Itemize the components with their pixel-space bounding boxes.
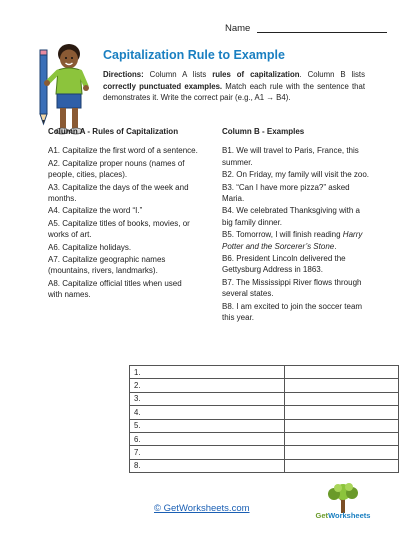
example-text: B3. “Can I have more pizza?” asked Maria. — [222, 182, 350, 204]
answer-number[interactable]: 1. — [130, 366, 285, 379]
example-item — [222, 169, 372, 180]
directions-bold-2: correctly punctuated examples. — [103, 81, 223, 91]
example-text: B6. President Lincoln delivered the Gettysburg Address in 1863. — [222, 254, 346, 275]
example-item — [222, 277, 372, 300]
column-a — [48, 126, 198, 302]
name-blank-line[interactable] — [257, 22, 387, 33]
rule-item: A1. Capitalize the first word of a sentence. — [48, 146, 198, 156]
logo-word-worksheets: Worksheets — [328, 511, 371, 520]
answer-blank[interactable] — [285, 459, 399, 472]
answer-row — [130, 446, 399, 459]
logo-word-get: Get — [315, 511, 329, 520]
example-text: B1. We will travel to Paris, France, this summer. — [222, 146, 359, 167]
rule-item: A4. Capitalize the word “I.” — [48, 206, 143, 216]
answer-blank[interactable] — [285, 432, 399, 445]
answer-number[interactable]: 6. — [130, 432, 285, 445]
answer-row — [130, 459, 399, 472]
answer-blank[interactable] — [285, 379, 399, 392]
answer-blank[interactable] — [285, 406, 399, 419]
rule-item: A3. Capitalize the days of the week and months. — [48, 182, 189, 204]
rule-item: A7. Capitalize geographic names (mountains, rivers, landmarks). — [48, 255, 166, 276]
directions-text-3: Match each rule with the sentence that demonstrates it. Write the correct pair (e.g., A1 → B4). — [103, 81, 365, 103]
rule-item: A8. Capitalize official titles when used with names. — [48, 278, 182, 300]
example-item — [222, 229, 372, 252]
column-b-heading: Column B - Examples — [222, 127, 305, 136]
answer-table — [129, 365, 399, 473]
directions-bold-1: rules of capitalization — [212, 70, 300, 79]
answer-row — [130, 419, 399, 432]
directions-text-2: . Column B lists — [299, 70, 365, 79]
example-text: B4. We celebrated Thanksgiving with a big family dinner. — [222, 206, 361, 227]
column-a-heading: Column A - Rules of Capitalization — [48, 127, 179, 136]
column-b — [222, 126, 372, 325]
answer-number[interactable]: 4. — [130, 406, 285, 419]
answer-blank[interactable] — [285, 366, 399, 379]
example-text: B2. On Friday, my family will visit the zoo. — [222, 170, 369, 180]
answer-row — [130, 366, 399, 379]
example-book-title: Harry Potter and the Sorcerer’s Stone — [222, 230, 363, 251]
example-item — [222, 301, 372, 324]
example-text-end: . — [334, 241, 337, 251]
answer-number[interactable]: 3. — [130, 392, 285, 405]
answer-row — [130, 432, 399, 445]
answer-blank[interactable] — [285, 446, 399, 459]
tree-logo-icon — [310, 483, 376, 513]
rule-item: A6. Capitalize holidays. — [48, 242, 132, 252]
example-item — [222, 182, 372, 205]
example-text: B7. The Mississippi River flows through several states. — [222, 277, 362, 299]
worksheet-title: Capitalization Rule to Example — [103, 48, 285, 62]
example-text: B8. I am excited to join the soccer team this year. — [222, 301, 363, 323]
answer-row — [130, 406, 399, 419]
answer-number[interactable]: 2. — [130, 379, 285, 392]
rule-item: A5. Capitalize titles of books, movies, or works of art. — [48, 218, 190, 240]
answer-number[interactable]: 8. — [130, 459, 285, 472]
directions-paragraph — [103, 69, 365, 104]
example-item — [222, 253, 372, 276]
answer-number[interactable]: 5. — [130, 419, 285, 432]
directions-lead: Directions: — [103, 70, 144, 79]
answer-number[interactable]: 7. — [130, 446, 285, 459]
getworksheets-logo — [310, 483, 376, 523]
answer-blank[interactable] — [285, 392, 399, 405]
example-text: B5. Tomorrow, I will finish reading — [222, 230, 343, 240]
answer-row — [130, 379, 399, 392]
answer-blank[interactable] — [285, 419, 399, 432]
logo-wordmark — [310, 511, 376, 520]
directions-text-1: Column A lists — [143, 70, 213, 79]
getworksheets-footer-link[interactable]: © GetWorksheets.com — [154, 503, 250, 514]
rule-item: A2. Capitalize proper nouns (names of people, cities, places). — [48, 158, 185, 180]
example-item — [222, 145, 372, 168]
name-field-row — [225, 22, 387, 34]
answer-row — [130, 392, 399, 405]
example-item — [222, 205, 372, 228]
name-label: Name — [225, 23, 251, 34]
